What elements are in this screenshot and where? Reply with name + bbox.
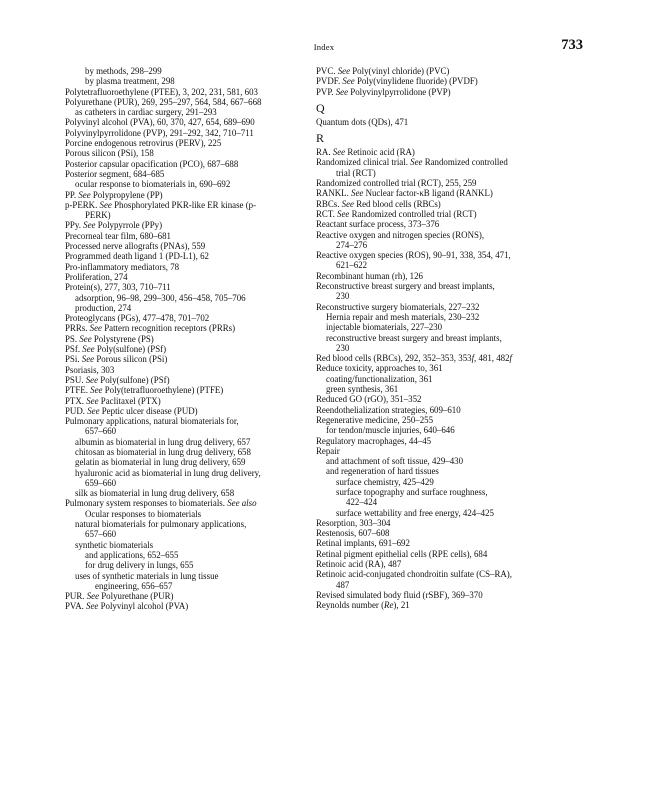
index-entry-line: Programmed death ligand 1 (PD-L1), 62 [65,251,209,262]
index-entry-line: coating/functionalization, 361 [326,373,433,384]
index-entry-line: Pulmonary applications, natural biomaterials for, [65,416,239,427]
index-entry-line: injectable biomaterials, 227–230 [326,322,443,333]
index-entry-line: PPy. See Polypyrrole (PPy) [65,220,163,231]
index-entry-line: Pulmonary system responses to biomaterials. See also [65,498,257,509]
index-entry-line: engineering, 656–657 [95,580,173,591]
index-entry-line: p-PERK. See Phosphorylated PKR-like ER kinase (p- [65,199,257,210]
index-entry-line: by methods, 298–299 [85,66,162,76]
index-entry-line: for drug delivery in lungs, 655 [85,560,194,571]
index-entry-line: hyaluronic acid as biomaterial in lung drug delivery, [75,467,261,478]
index-entry-line: Restenosis, 607–608 [316,528,390,539]
index-entry-line: Proliferation, 274 [65,271,128,282]
index-entry-line: and regeneration of hard tissues [326,466,439,477]
index-entry-line: Reduced GO (rGO), 351–352 [316,394,422,405]
index-entry-line: PUD. See Peptic ulcer disease (PUD) [65,405,198,416]
running-header: Index [313,42,335,52]
index-entry-line: production, 274 [75,302,132,313]
index-entry-line: silk as biomaterial in lung drug delivery, 658 [75,488,235,499]
index-entry-line: Randomized clinical trial. See Randomized controlled [316,157,508,168]
index-entry-line: PTFE. See Poly(tetrafluoroethylene) (PTFE) [65,385,224,396]
index-entry-line: Psoriasis, 303 [65,364,115,375]
index-entry-line: and applications, 652–655 [85,549,179,560]
index-entry-line: surface chemistry, 425–429 [336,476,434,487]
index-entry-line: Polyurethane (PUR), 269, 295–297, 564, 584, 667–668 [65,96,262,107]
index-entry-line: 657–660 [85,529,117,540]
index-section-letter: Q [316,100,325,115]
index-entry-line: PSU. See Poly(sulfone) (PSf) [65,374,170,385]
index-entry-line: synthetic biomaterials [75,539,154,550]
index-entry-line: Reconstructive surgery biomaterials, 227–232 [316,301,480,312]
index-entry-line: Porcine endogenous retrovirus (PERV), 225 [65,138,222,149]
index-entry-line: 422–424 [346,497,378,508]
index-entry-line: Pro-inflammatory mediators, 78 [65,261,180,272]
index-entry-line: albumin as biomaterial in lung drug delivery, 657 [75,436,251,447]
index-entry-line: PRRs. See Pattern recognition receptors (PRRs) [65,323,236,334]
index-entry-line: Resorption, 303–304 [316,517,391,528]
index-entry-line: PSi. See Porous silicon (PSi) [65,354,168,365]
index-entry-line: Reduce toxicity, approaches to, 361 [316,363,443,374]
index-entry-line: Randomized controlled trial (RCT), 255, 259 [316,178,477,189]
index-column-right [316,66,588,611]
index-entry-line: Protein(s), 277, 303, 710–711 [65,282,171,293]
page-number: 733 [561,37,583,53]
index-entry-line: chitosan as biomaterial in lung drug delivery, 658 [75,446,251,457]
index-entry-line: ocular response to biomaterials in, 690–692 [75,179,231,190]
index-entry-line: 274–276 [336,239,368,250]
index-entry-line: Polyvinyl alcohol (PVA), 60, 370, 427, 654, 689–690 [65,117,255,128]
index-entry-line: as catheters in cardiac surgery, 291–293 [75,107,217,118]
index-entry-line: Retinal implants, 691–692 [316,538,410,549]
index-entry-line: Processed nerve allografts (PNAs), 559 [65,241,206,252]
index-entry-line: Precorneal tear film, 680–681 [65,230,171,241]
index-entry-line: Reactive oxygen and nitrogen species (RONS), [316,229,485,240]
index-entry-line: Reynolds number (Re), 21 [316,600,410,611]
index-entry-line: and attachment of soft tissue, 429–430 [326,456,464,467]
index-entry-line: PUR. See Polyurethane (PUR) [65,591,174,602]
index-entry-line: PSf. See Poly(sulfone) (PSf) [65,344,167,355]
index-entry-line: Regulatory macrophages, 44–45 [316,435,432,446]
index-entry-line: Ocular responses to biomaterials [85,508,202,519]
index-entry-line: Retinal pigment epithelial cells (RPE cells), 684 [316,548,488,559]
index-entry-line: 659–660 [85,477,117,488]
index-section-letter: R [316,131,325,146]
index-entry-line: RCT. See Randomized controlled trial (RCT) [316,208,477,219]
index-entry-line: Reconstructive breast surgery and breast implants, [316,281,495,292]
index-entry-line: reconstructive breast surgery and breast implants, [326,332,502,343]
index-entry-line: surface wettability and free energy, 424–425 [336,507,494,518]
index-entry-line: green synthesis, 361 [326,384,399,395]
index-entry-line: 657–660 [85,426,117,437]
index-entry-line: Recombinant human (rh), 126 [316,270,423,281]
index-entry-line: Regenerative medicine, 250–255 [316,414,434,425]
index-entry-line: natural biomaterials for pulmonary applications, [75,519,247,530]
index-entry-line: PTX. See Paclitaxel (PTX) [65,395,161,406]
index-entry-line: Polyvinylpyrrolidone (PVP), 291–292, 342, 710–711 [65,127,254,138]
index-entry-line: Hernia repair and mesh materials, 230–232 [326,311,480,322]
index-entry-line: RBCs. See Red blood cells (RBCs) [316,198,441,209]
index-entry-line: Retinoic acid-conjugated chondroitin sulfate (CS–RA), [316,569,512,580]
index-entry-line: surface topography and surface roughness, [336,486,488,497]
index-entry-line: Quantum dots (QDs), 471 [316,116,409,127]
index-entry-line: 230 [336,342,350,353]
index-entry-line: Proteoglycans (PGs), 477–478, 701–702 [65,313,210,324]
index-entry-line: Retinoic acid (RA), 487 [316,559,402,570]
index-entry-line: Revised simulated body fluid (rSBF), 369–370 [316,589,483,600]
index-entry-line: RANKL. See Nuclear factor-κB ligand (RANKL) [316,188,493,199]
index-entry-line: PP. See Polypropylene (PP) [65,189,163,200]
index-entry-line: Reactant surface process, 373–376 [316,219,440,230]
index-entry-line: PERK) [85,210,111,221]
index-entry-line: 621–622 [336,260,368,271]
index-entry-line: PVC. See Poly(vinyl chloride) (PVC) [316,66,450,76]
index-entry-line: RA. See Retinoic acid (RA) [316,147,415,158]
index-entry-line: Porous silicon (PSi), 158 [65,148,154,159]
index-entry-line: Repair [316,445,340,456]
index-entry-line: PS. See Polystyrene (PS) [65,333,154,344]
index-entry-line: gelatin as biomaterial in lung drug delivery, 659 [75,457,246,468]
index-entry-line: Red blood cells (RBCs), 292, 352–353, 353f, 481, 482f [316,353,512,364]
index-entry-line: Posterior segment, 684–685 [65,168,165,179]
index-entry-line: by plasma treatment, 298 [85,76,175,87]
index-entry-line: Reendothelialization strategies, 609–610 [316,404,461,415]
index-entry-line: for tendon/muscle injuries, 640–646 [326,425,455,436]
index-entry-line: Posterior capsular opacification (PCO), 687–688 [65,158,239,169]
index-entry-line: 487 [336,579,350,590]
index-entry-line: Reactive oxygen species (ROS), 90–91, 338, 354, 471, [316,250,511,261]
index-entry-line: PVDF. See Poly(vinylidene fluoride) (PVDF) [316,76,478,87]
index-entry-line: Polytetrafluoroethylene (PTEE), 3, 202, 231, 581, 603 [65,86,258,97]
index-entry-line: adsorption, 96–98, 299–300, 456–458, 705–706 [75,292,246,303]
index-entry-line: 230 [336,291,350,302]
index-entry-line: uses of synthetic materials in lung tissue [75,570,219,581]
index-entry-line: PVA. See Polyvinyl alcohol (PVA) [65,601,189,612]
index-entry-line: trial (RCT) [336,167,376,178]
index-entry-line: PVP. See Polyvinylpyrrolidone (PVP) [316,86,451,97]
index-column-left [65,66,309,612]
